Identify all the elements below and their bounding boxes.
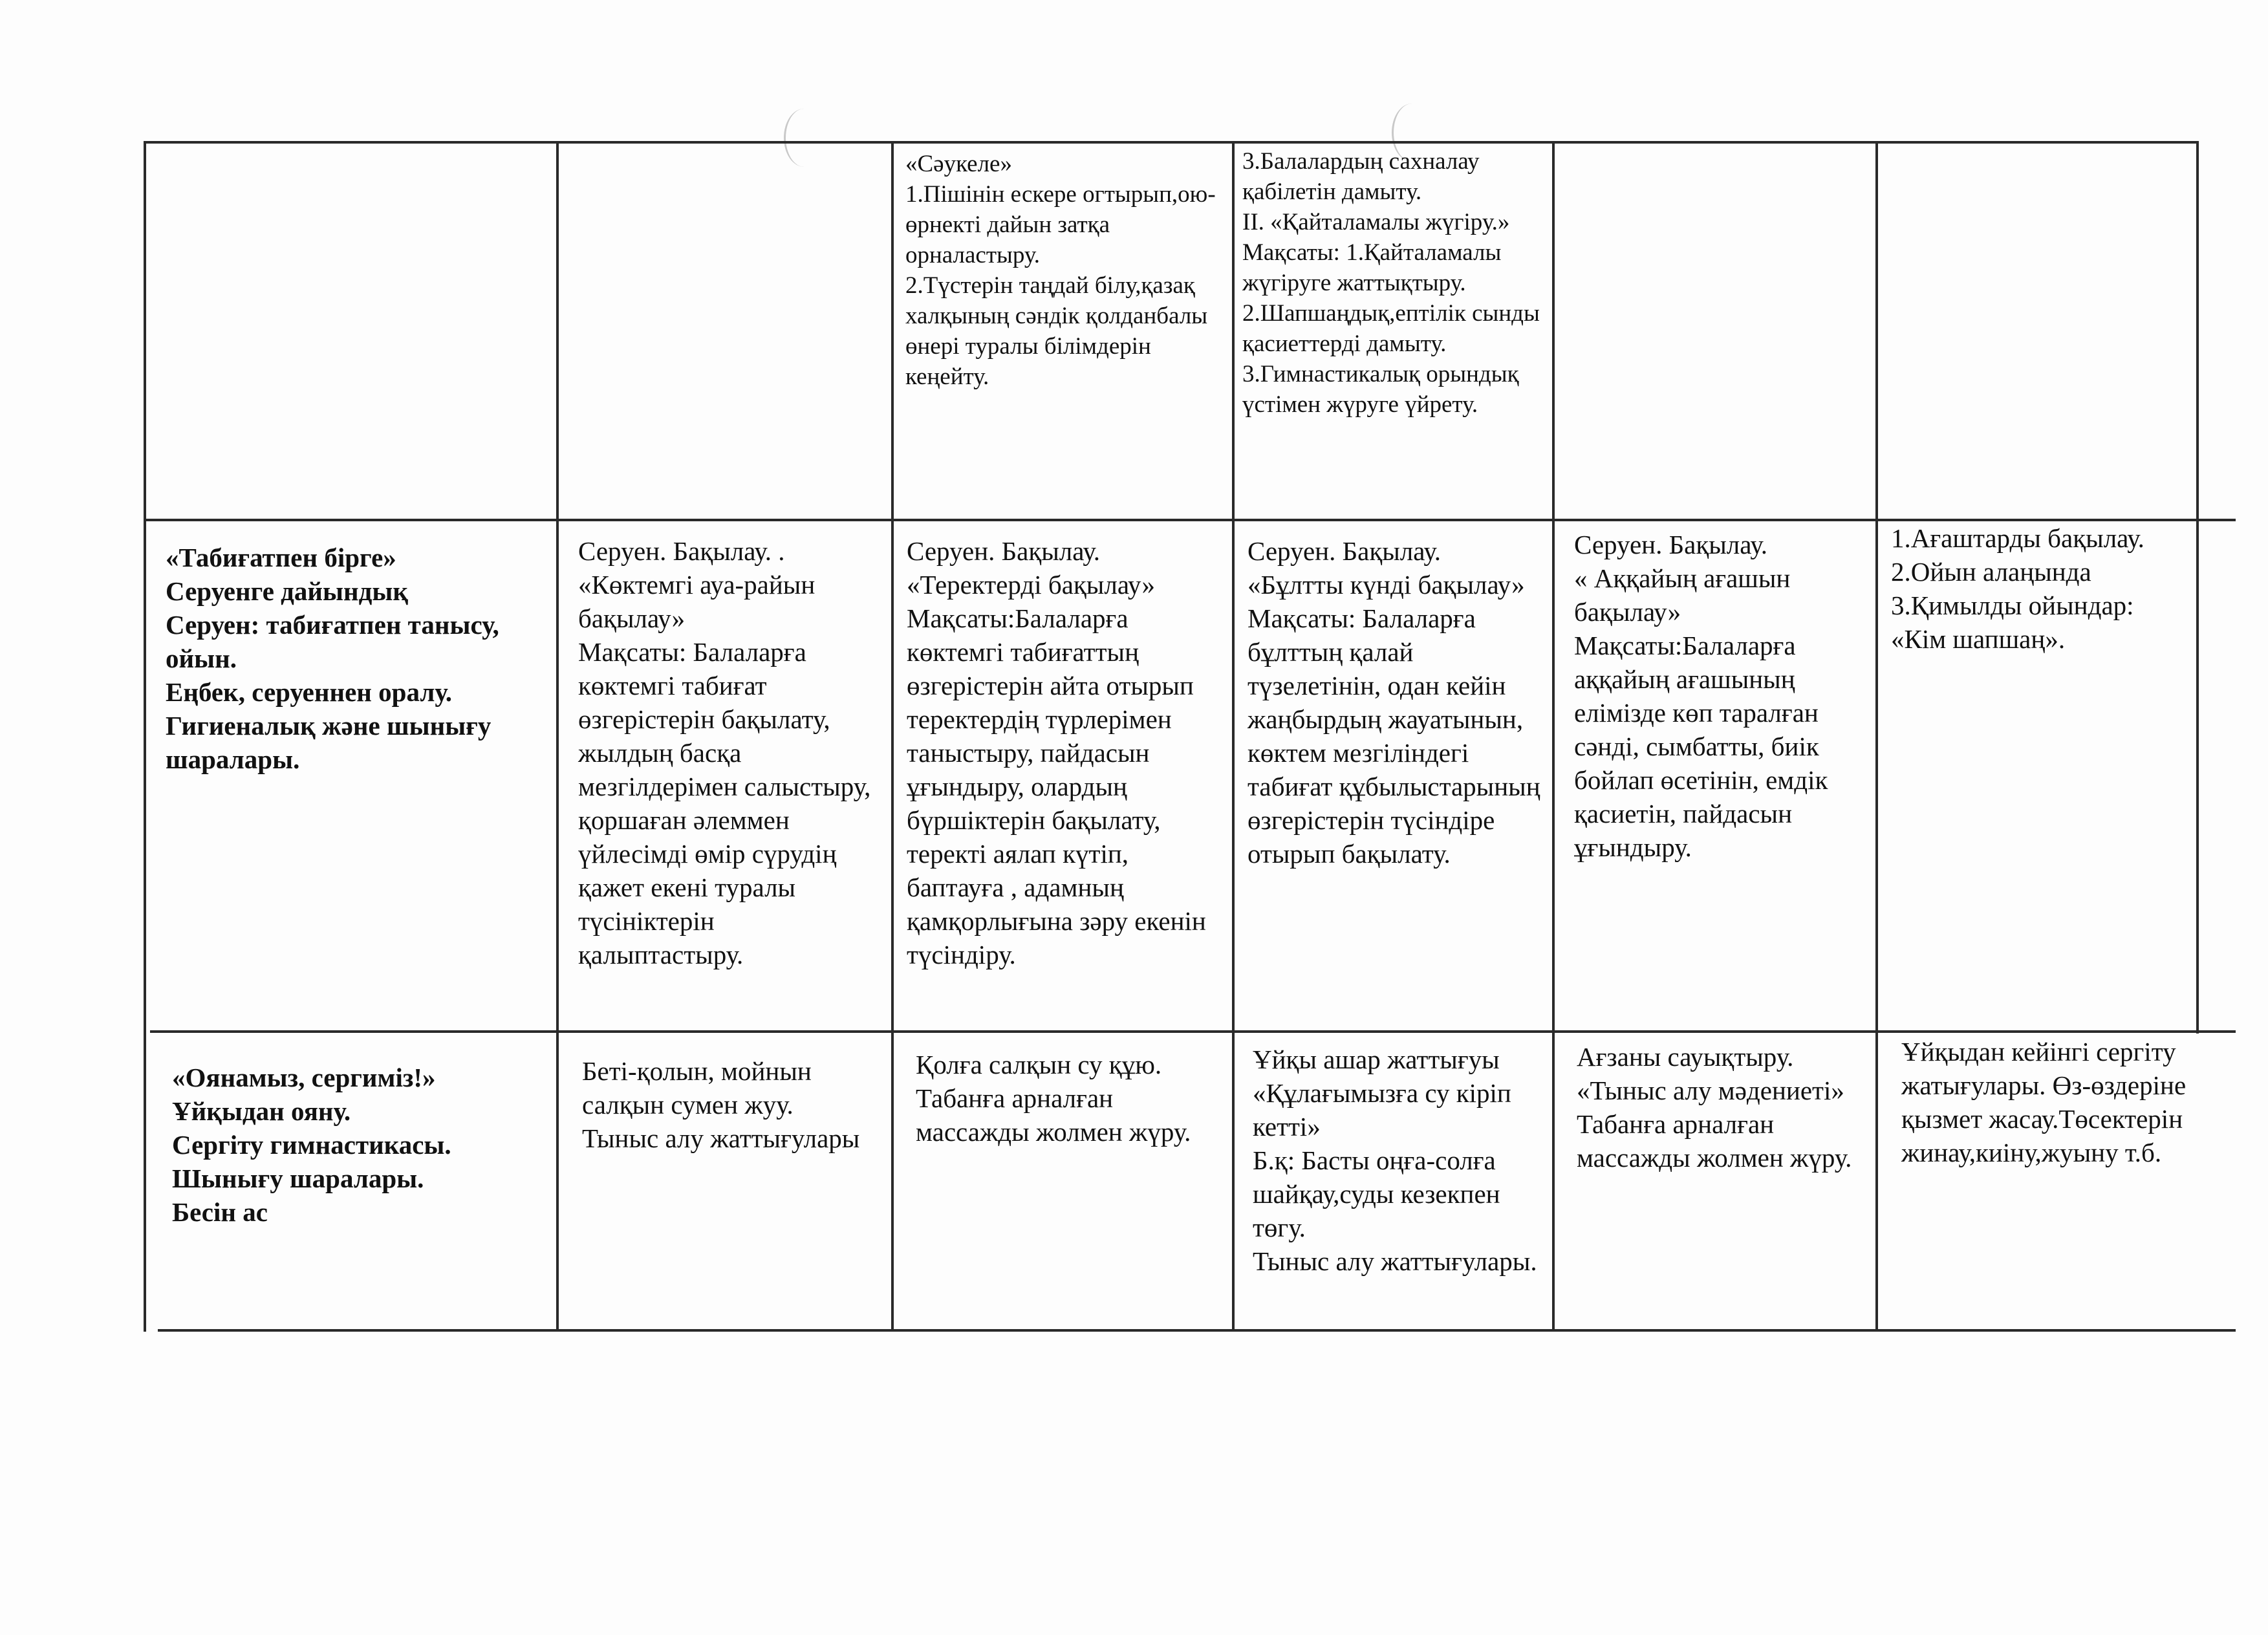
table-cell: Ағзаны сауықтыру. «Тыныс алу мәдениеті» Табанға арналған массажды жолмен жүру. bbox=[1577, 1042, 1852, 1173]
table-row-divider bbox=[150, 1030, 2236, 1033]
table-cell: «Сәукеле» 1.Пішінін ескере огтырып,ою-өрнекті дайын затқа орналастыру. 2.Түстерін таңдай білу,қазақ халқының сәндік қолданбалы өнері туралы білімдерін кеңейту. bbox=[905, 151, 1216, 390]
table-cell: 1.Ағаштарды бақылау. 2.Ойын алаңында 3.Қимылды ойындар: «Кім шапшаң». bbox=[1891, 523, 2144, 654]
table-border-right bbox=[2196, 141, 2199, 1034]
table-cell bbox=[146, 144, 556, 519]
table-cell: Ұйқыдан кейінгі сергіту жатығулары. Өз-өздеріне қызмет жасау.Төсектерін жинау,киіну,жуыну т.б. bbox=[1901, 1037, 2187, 1167]
activity-label: «Оянамыз, сергиміз!» Ұйқыдан ояну. Сергіту гимнастикасы. Шынығу шаралары. Бесін ас bbox=[172, 1063, 451, 1227]
table-cell: Серуен. Бақылау. . «Көктемгі ауа-райын бақылау» Мақсаты: Балаларға көктемгі табиғат өзгерістерін бақылату, жылдың басқа мезгілдерімен салыстыру, қоршаған әлеммен үйлесімді өмір сүрудің қажет екені туралы түсініктерін қалыптастыру. bbox=[578, 536, 871, 969]
table-cell bbox=[1555, 144, 1875, 519]
table-cell: Серуен. Бақылау. «Теректерді бақылау» Мақсаты:Балаларға көктемгі табиғаттың өзгерістерін айта отырып теректердің түрлерімен таныстыру, пайдасын ұғындыру, олардың бүршіктерін бақылату, теректі аялап күтіп, баптауға , адамның қамқорлығына зәру екенін түсіндіру. bbox=[907, 536, 1206, 969]
table-cell: Беті-қолын, мойнын салқын сумен жуу. Тыныс алу жаттығулары bbox=[582, 1056, 860, 1153]
table-cell bbox=[1878, 144, 2196, 519]
table-cell: 3.Балалардың сахналау қабілетін дамыту. ІІ. «Қайталамалы жүгіру.» Мақсаты: 1.Қайталамалы жүгіруге жаттықтыру. 2.Шапшаңдық,ептілік сынды қасиеттерді дамыту. 3.Гимнастикалық орындық үстімен жүруге үйрету. bbox=[1242, 148, 1540, 418]
table-cell: Ұйқы ашар жаттығуы «Құлағымызға су кіріп кетті» Б.қ: Басты оңға-солға шайқау,суды кезекпен төгу. Тыныс алу жаттығулары. bbox=[1253, 1045, 1537, 1276]
table-border-bottom bbox=[158, 1329, 2236, 1332]
table-cell: Қолға салқын су құю. Табанға арналған массажды жолмен жүру. bbox=[916, 1050, 1191, 1147]
table-cell: Серуен. Бақылау. «Бұлтты күнді бақылау» Мақсаты: Балаларға бұлттың қалай түзелетінін, одан кейін жаңбырдың жауатынын, көктем мезгіліндегі табиғат құбылыстарының өзгерістерін түсіндіре отырып бақылату. bbox=[1247, 536, 1540, 869]
table-cell bbox=[559, 144, 891, 519]
activity-label: «Табиғатпен бірге» Серуенге дайындық Серуен: табиғатпен танысу, ойын. Еңбек, серуеннен оралу. Гигиеналық және шынығу шаралары. bbox=[166, 543, 499, 774]
table-cell: Серуен. Бақылау. « Аққайың ағашын бақылау» Мақсаты:Балаларға аққайың ағашының елімізде көп таралған сәнді, сымбатты, биік бойлап өсетінін, емдік қасиетін, пайдасын ұғындыру. bbox=[1574, 530, 1828, 862]
